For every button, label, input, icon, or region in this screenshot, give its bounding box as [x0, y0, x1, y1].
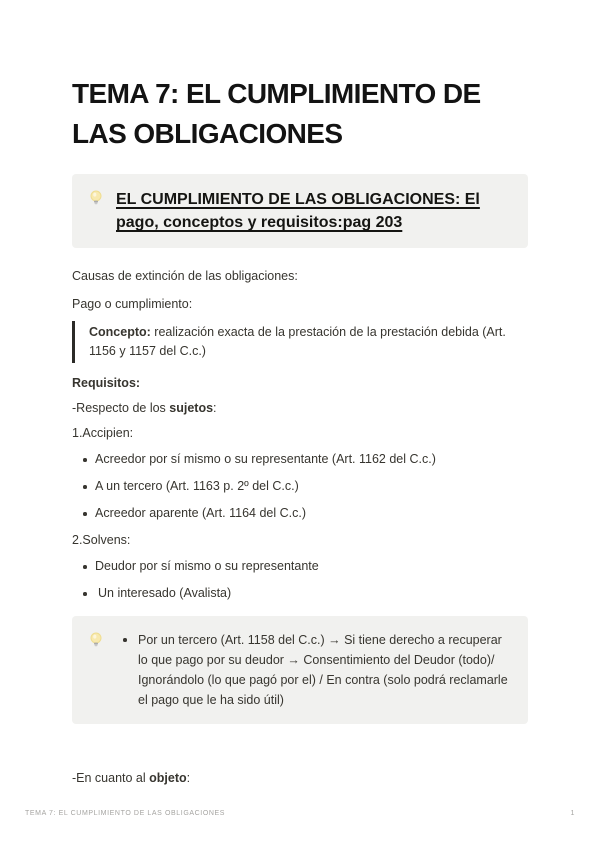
- objeto-suffix: :: [186, 771, 191, 785]
- quote-label: Concepto:: [89, 325, 151, 339]
- footer-title: TEMA 7: EL CUMPLIMIENTO DE LAS OBLIGACIONES: [25, 810, 226, 817]
- callout-heading: EL CUMPLIMIENTO DE LAS OBLIGACIONES: El pago, conceptos y requisitos:pag 203: [116, 191, 480, 231]
- paragraph-pago: Pago o cumplimiento:: [72, 297, 193, 311]
- solvens-list: [72, 558, 528, 602]
- accipien-heading: 1.Accipien:: [72, 426, 134, 440]
- quote-block: [72, 321, 528, 363]
- lightbulb-icon: [88, 632, 104, 648]
- quote-text: [89, 323, 528, 361]
- page-footer: [25, 810, 575, 817]
- paragraph-causas: Causas de extinción de las obligaciones:: [72, 269, 298, 283]
- requisitos-heading: Requisitos:: [72, 376, 141, 390]
- list-item: Acreedor por sí mismo o su representante (Art. 1162 del C.c.): [82, 451, 528, 468]
- callout-tercero: [72, 616, 528, 724]
- accipien-list: [72, 451, 528, 522]
- list-item: A un tercero (Art. 1163 p. 2º del C.c.): [82, 478, 528, 495]
- sujetos-bold: sujetos: [169, 401, 214, 415]
- sujetos-suffix: :: [213, 401, 217, 415]
- page-title: TEMA 7: EL CUMPLIMIENTO DE LAS OBLIGACIONES: [72, 78, 481, 149]
- tercero-list: [116, 630, 512, 710]
- list-item: Por un tercero (Art. 1158 del C.c.) → Si tiene derecho a recuperar lo que pago por su deudor → Consentimiento del Deudor (todo)/ Ignorándolo (lo que pagó por el) / En contra (solo podrá reclamarle el pago que le ha sido útil): [122, 630, 512, 710]
- list-item: Acreedor aparente (Art. 1164 del C.c.): [82, 505, 528, 522]
- callout-main: [72, 174, 528, 248]
- objeto-bold: objeto: [149, 771, 187, 785]
- objeto-line: [72, 770, 528, 787]
- sujetos-line: [72, 400, 528, 417]
- lightbulb-icon: [88, 190, 104, 206]
- objeto-prefix: -En cuanto al: [72, 771, 150, 785]
- solvens-heading: 2.Solvens:: [72, 533, 131, 547]
- quote-body: realización exacta de la prestación de la prestación debida (Art. 1156 y 1157 del C.c.): [89, 325, 506, 358]
- sujetos-prefix: -Respecto de los: [72, 401, 170, 415]
- page-number: 1: [570, 810, 575, 817]
- list-item: Un interesado (Avalista): [82, 585, 528, 602]
- list-item: Deudor por sí mismo o su representante: [82, 558, 528, 575]
